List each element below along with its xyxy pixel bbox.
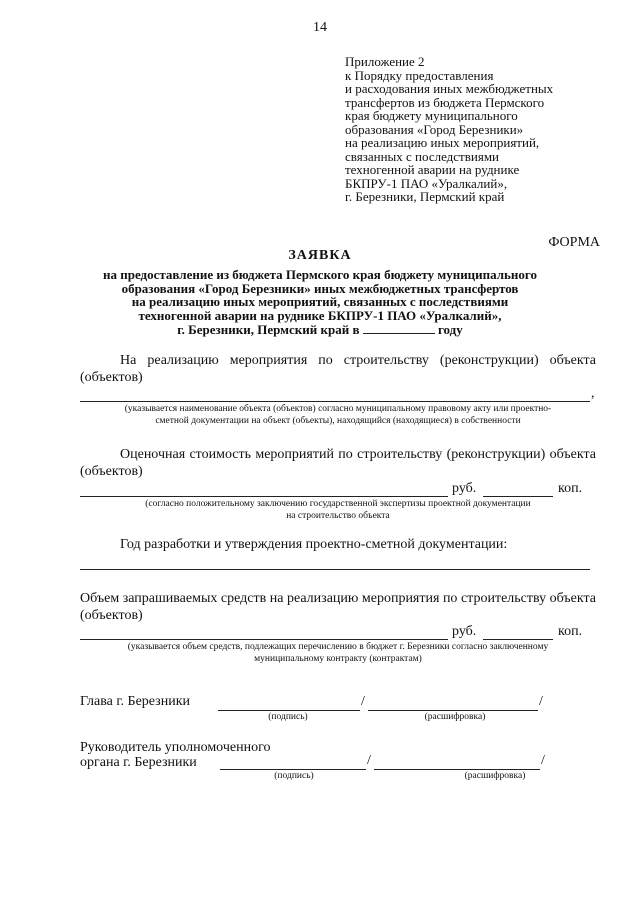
note-line: (согласно положительному заключению государственной экспертизы проектной документации bbox=[145, 499, 531, 509]
appendix-line: к Порядку предоставления bbox=[345, 67, 494, 83]
appendix-line: техногенной аварии на руднике bbox=[345, 162, 520, 177]
note-line: сметной документации на объект (объекты), находящийся (находящиеся) в собственности bbox=[155, 416, 521, 426]
section3-text: Год разработки и утверждения проектно-сметной документации: bbox=[120, 537, 508, 552]
section2-note bbox=[80, 498, 596, 522]
subtitle-line: техногенной аварии на руднике БКПРУ-1 ПАО «Уралкалий», bbox=[138, 307, 502, 323]
appendix-line: г. Березники, Пермский край bbox=[345, 189, 505, 204]
note-line: (указывается наименование объекта (объектов) согласно муниципальному правовому акту или проектно- bbox=[124, 404, 552, 414]
section4-note bbox=[80, 641, 596, 665]
rub-label: руб. bbox=[452, 624, 477, 639]
document-subtitle bbox=[60, 268, 580, 337]
form-label: ФОРМА bbox=[548, 235, 600, 250]
authority-label bbox=[80, 740, 270, 770]
signature-slash: / bbox=[361, 694, 365, 709]
section1-text: На реализацию мероприятия по строительству (реконструкции) объекта (объектов) bbox=[80, 353, 596, 385]
appendix-line: и расходования иных межбюджетных bbox=[345, 81, 554, 96]
authority-label-line: Руководитель уполномоченного bbox=[80, 740, 271, 755]
note-line: муниципальному контракту (контрактам) bbox=[254, 654, 422, 664]
subtitle-line: на реализацию иных мероприятий, связанных с последствиями bbox=[131, 294, 509, 309]
note-line: на строительство объекта bbox=[286, 511, 390, 521]
amount-rub-field[interactable] bbox=[80, 639, 448, 640]
page-number: 14 bbox=[313, 20, 327, 35]
appendix-line: образования «Город Березники» bbox=[345, 121, 524, 137]
section1-note bbox=[80, 403, 596, 427]
object-name-field[interactable] bbox=[80, 401, 590, 402]
appendix-line: на реализацию иных мероприятий, bbox=[345, 135, 540, 150]
appendix-block bbox=[345, 55, 635, 204]
year-field[interactable] bbox=[363, 322, 435, 334]
decode-caption: (расшифровка) bbox=[464, 771, 526, 781]
signature-slash: / bbox=[541, 753, 545, 768]
rub-label: руб. bbox=[452, 481, 477, 496]
kop-label: коп. bbox=[558, 481, 583, 496]
amount-kop-field[interactable] bbox=[483, 639, 553, 640]
appendix-line: Приложение 2 bbox=[345, 54, 425, 69]
head-label: Глава г. Березники bbox=[80, 694, 190, 709]
subtitle-line: на предоставление из бюджета Пермского края бюджету муниципального bbox=[102, 267, 538, 282]
object-name-comma: , bbox=[591, 386, 595, 401]
section4-text: Объем запрашиваемых средств на реализацию мероприятия по строительству объекта (объектов) bbox=[80, 591, 596, 623]
authority-label-line: органа г. Березники bbox=[80, 755, 197, 770]
note-line: (указывается объем средств, подлежащих перечислению в бюджет г. Березники согласно заключенному bbox=[127, 642, 549, 652]
cost-rub-field[interactable] bbox=[80, 496, 448, 497]
subtitle-year-prefix: г. Березники, Пермский край в bbox=[177, 322, 360, 337]
sign-caption: (подпись) bbox=[274, 771, 314, 781]
section2-text: Оценочная стоимость мероприятий по строительству (реконструкции) объекта (объектов) bbox=[80, 447, 596, 479]
subtitle-line: образования «Город Березники» иных межбюджетных трансфертов bbox=[121, 280, 519, 296]
sign-caption: (подпись) bbox=[268, 712, 308, 722]
decode-caption: (расшифровка) bbox=[424, 712, 486, 722]
kop-label: коп. bbox=[558, 624, 583, 639]
appendix-line: края бюджету муниципального bbox=[345, 108, 518, 123]
document-title: ЗАЯВКА bbox=[288, 248, 352, 263]
appendix-line: связанных с последствиями bbox=[345, 148, 500, 164]
cost-kop-field[interactable] bbox=[483, 496, 553, 497]
signature-slash: / bbox=[367, 753, 371, 768]
appendix-line: трансфертов из бюджета Пермского bbox=[345, 94, 545, 110]
subtitle-line bbox=[60, 322, 580, 337]
signature-slash: / bbox=[539, 694, 543, 709]
design-year-field[interactable] bbox=[80, 569, 590, 570]
appendix-line: БКПРУ-1 ПАО «Уралкалий», bbox=[345, 175, 508, 191]
subtitle-year-suffix: году bbox=[437, 322, 463, 337]
